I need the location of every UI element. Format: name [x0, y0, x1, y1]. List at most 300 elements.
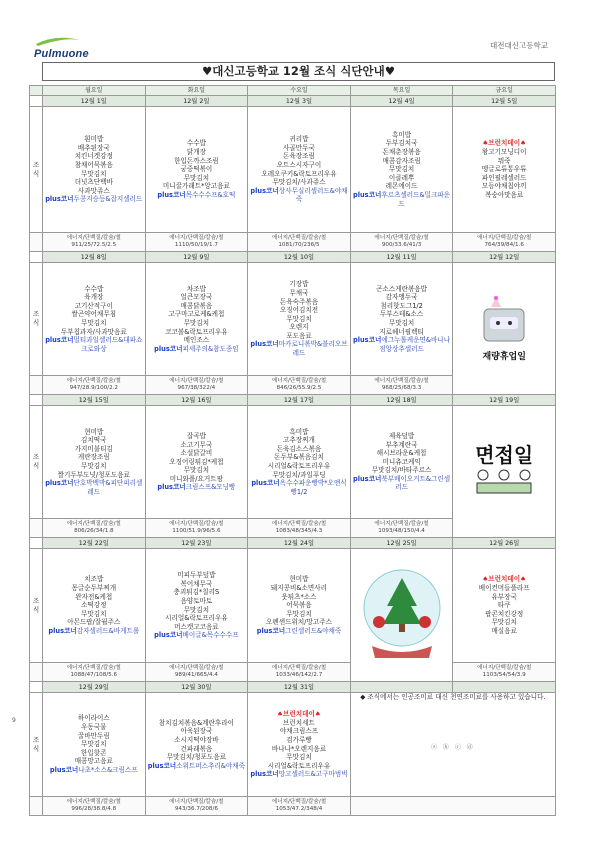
- day-menu-cell: [453, 263, 556, 395]
- day-menu-cell: [453, 406, 556, 538]
- plus-corner-label: plus코너: [256, 626, 286, 635]
- nutrition-label: 에너지/단백질/칼슘/철: [169, 378, 224, 384]
- nutrition-values: 1088/47/108/5.6: [70, 672, 118, 678]
- nutrition-cell: [248, 376, 351, 395]
- menu-item: 기장밥: [289, 280, 309, 289]
- menu-item: 충괴튀김*칠리S: [173, 588, 220, 597]
- day-menu-cell: [145, 107, 248, 233]
- day-menu-cell: [248, 549, 351, 663]
- menu-item: 치조밥: [84, 575, 104, 584]
- day-menu-cell: [350, 406, 453, 519]
- meal-label: 조 식: [30, 693, 43, 797]
- date-cell: 12월 30일: [145, 682, 248, 693]
- menu-item: 배추된장국: [77, 143, 110, 152]
- plus-corner-menu: 그린셀러드&야채죽: [285, 626, 342, 635]
- menu-item: 수수밥: [186, 139, 206, 148]
- menu-item: 파인필레셀러드: [481, 173, 527, 182]
- menu-item: 돈육숙주볶음: [279, 297, 319, 306]
- weekday-header: 금요일: [453, 86, 556, 96]
- menu-item: 우동국물: [81, 723, 107, 732]
- menu-item: 곤소스게란볶음밥: [376, 284, 428, 293]
- plus-corner-menu: 망고셀러드&고구마범벅: [278, 770, 348, 779]
- menu-row: [30, 107, 556, 233]
- date-row: [30, 96, 556, 107]
- date-cell: 12월 11일: [350, 252, 453, 263]
- weekday-header: 화요일: [145, 86, 248, 96]
- menu-item: 무맛김치: [286, 609, 312, 618]
- date-cell: 12월 5일: [453, 96, 556, 107]
- menu-item: 한입핫콘: [81, 748, 107, 757]
- menu-item: 돈육김소스볶음: [276, 444, 322, 453]
- nutrition-corner: [30, 519, 43, 538]
- menu-item: 오펜센드위치/망고주스: [266, 618, 332, 627]
- menu-item: 소설닭갈비: [180, 449, 213, 458]
- day-menu-cell: [43, 107, 146, 233]
- plus-corner-label: plus코너: [352, 190, 382, 199]
- menu-item: 하이라이스: [77, 714, 110, 723]
- menu-item: 무맛김치: [388, 319, 415, 327]
- plus-corner: [146, 631, 248, 640]
- menu-item: 뭐죽: [497, 156, 511, 165]
- date-cell: 12월 3일: [248, 96, 351, 107]
- nutrition-values: 968/25/68/3.3: [381, 385, 422, 391]
- menu-item: 시리얼&락토프리우유: [165, 614, 228, 623]
- weekday-header-row: [30, 86, 556, 96]
- nutrition-cell: [43, 519, 146, 538]
- nutrition-cell: [248, 663, 351, 682]
- plus-corner-label: plus코너: [250, 770, 279, 779]
- nutrition-values: 967/38/322/4: [177, 385, 216, 391]
- meal-label: 조 식: [30, 406, 43, 519]
- menu-item: 포도음료: [286, 331, 312, 340]
- plus-corner-label: plus코너: [250, 186, 279, 195]
- nutrition-cell: [453, 663, 556, 682]
- menu-item: 고추장찌개: [283, 436, 315, 445]
- brunch-day-badge: ♠브런치데이♠: [482, 575, 527, 584]
- nutrition-cell: [43, 663, 146, 682]
- menu-item: 돈채춘장볶음: [382, 148, 421, 157]
- date-cell: 12월 19일: [453, 395, 556, 406]
- nutrition-values: 947/28.9/100/2.2: [69, 385, 118, 391]
- menu-item: 복어채무국: [180, 579, 213, 588]
- day-menu-cell: [350, 549, 453, 682]
- date-row: [30, 538, 556, 549]
- nutrition-cell: [145, 376, 248, 395]
- plus-corner-menu: 북부배이오거트&그린셀러드: [381, 474, 451, 492]
- menu-item: 레몬에이드: [385, 182, 418, 191]
- menu-item: 소시지떡야장바: [174, 735, 219, 744]
- plus-corner-menu: 마카로니볶박&블리오브레드: [278, 340, 348, 358]
- menu-item: 현미밥: [289, 575, 309, 584]
- meal-label: 조 식: [30, 263, 43, 376]
- nutrition-label: 에너지/단백질/칼슘/철: [477, 665, 532, 671]
- nutrition-values: 911/25/72.5/2.5: [71, 242, 117, 248]
- menu-item: 타쿠: [497, 601, 511, 610]
- plus-corner-menu: 후르츠셀러드&밀크파운드: [381, 190, 451, 208]
- nutrition-values: 1081/70/236/5: [278, 242, 320, 248]
- menu-item: 매콤닭볶음: [180, 301, 213, 310]
- menu-item: 아욱된장국: [180, 727, 213, 736]
- day-menu-cell: [43, 406, 146, 519]
- menu-item: 게란장조림: [77, 453, 110, 462]
- menu-item: 한입돈까스조림: [174, 156, 219, 165]
- menu-item: 무맛김치/과일푸딩: [272, 470, 326, 479]
- menu-item: 유부장국: [491, 592, 517, 601]
- menu-item: 꿀바만두림: [77, 731, 110, 740]
- nutrition-values: 989/41/665/4.4: [174, 672, 218, 678]
- plus-corner-label: plus코너: [157, 190, 186, 199]
- plus-corner-label: plus코너: [154, 344, 183, 353]
- plus-corner-menu: 두콩지승등&잡지셀러드: [73, 195, 143, 204]
- menu-row: [30, 693, 556, 797]
- nutrition-cell: [453, 233, 556, 252]
- date-cell: 12월 29일: [43, 682, 146, 693]
- plus-corner-label: plus코너: [45, 479, 74, 488]
- nutrition-corner: [30, 663, 43, 682]
- menu-item: 무채국: [289, 288, 309, 297]
- menu-item: 두부칩과자/사과맛음료: [60, 327, 127, 336]
- menu-item: 모듬야채칩야끼: [481, 182, 527, 191]
- menu-item: 고구마고로케&케첩: [168, 310, 225, 319]
- nutrition-row: [30, 663, 556, 682]
- date-row: [30, 395, 556, 406]
- nutrition-values: 1083/48/345/4.3: [275, 528, 323, 534]
- school-tag: 대전대신고등학교: [490, 41, 548, 50]
- nutrition-cell: [145, 797, 248, 816]
- plus-corner-label: plus코너: [154, 631, 183, 640]
- nutrition-cell: [43, 797, 146, 816]
- nutrition-cell: [248, 233, 351, 252]
- interview-day-deco: 면접일: [475, 443, 534, 468]
- date-cell: 12월 17일: [248, 395, 351, 406]
- menu-item: 오렌지: [289, 323, 309, 332]
- menu-item: 무맛김치: [286, 753, 312, 762]
- menu-item: 미니꿀가래트*앙고음료: [162, 182, 230, 191]
- menu-item: 무맛김치/바타주르스: [371, 466, 432, 475]
- menu-item: 흑미밥: [392, 130, 412, 139]
- plus-corner-label: plus코너: [352, 474, 382, 483]
- date-cell: 12월 18일: [350, 395, 453, 406]
- nutrition-label: 에너지/단백질/칼슘/철: [66, 799, 121, 805]
- weekday-header: 수요일: [248, 86, 351, 96]
- date-cell: [350, 682, 453, 693]
- day-menu-cell: [453, 549, 556, 663]
- nutrition-values: 996/28/38.8/4.8: [71, 806, 117, 812]
- menu-table: [29, 85, 556, 816]
- plus-corner: [146, 345, 248, 354]
- robot-sticker-icon: [474, 295, 534, 350]
- date-cell: 12월 8일: [43, 252, 146, 263]
- menu-item: 궁중떡볶이: [180, 165, 213, 174]
- menu-item: 무맛김치: [81, 462, 107, 470]
- notice-spacer: [350, 797, 555, 816]
- day-menu-cell: [248, 107, 351, 233]
- menu-item: 몽글순두부찌개: [71, 584, 117, 593]
- nutrition-values: 764/39/84/1.6: [484, 242, 524, 248]
- plus-corner: [43, 479, 145, 496]
- nutrition-cell: [43, 376, 146, 395]
- nutrition-label: 에너지/단백질/칼슘/철: [169, 799, 224, 805]
- nutrition-values: 846/26/55.9/2.5: [276, 385, 322, 391]
- plus-corner: [146, 191, 248, 200]
- menu-item: 검가루빵: [286, 735, 312, 744]
- menu-item: 참채어묵볶음: [74, 160, 113, 169]
- nutrition-label: 에너지/단백질/칼슘/철: [66, 235, 121, 241]
- menu-item: 메인조스: [183, 336, 210, 345]
- menu-item: 매콤감자조림: [382, 156, 421, 165]
- menu-item: 돈두부&볶음김치: [274, 453, 324, 462]
- nutrition-values: 1053/47.2/348/4: [275, 806, 323, 812]
- menu-row: [30, 549, 556, 663]
- date-corner: [30, 96, 43, 107]
- date-cell: 12월 9일: [145, 252, 248, 263]
- menu-item: 복숭아맛음료: [485, 190, 524, 199]
- plus-corner: [351, 191, 453, 208]
- holiday-label: 재량휴업일: [482, 352, 526, 362]
- plus-corner: [43, 627, 145, 636]
- menu-item: 무맛김치: [81, 169, 107, 178]
- plus-corner-menu: 피세주의&참도종임: [182, 344, 239, 353]
- menu-item: 팝콘치킨강정: [485, 609, 524, 618]
- nutrition-label: 에너지/단백질/칼슘/철: [271, 378, 327, 384]
- menu-item: 차조밥: [186, 284, 206, 293]
- nutrition-row: [30, 233, 556, 252]
- menu-item: 오레오쿠키&락토프리우유: [261, 169, 337, 178]
- menu-item: 무맛김치: [183, 173, 210, 182]
- leaf-logo-icon: [34, 34, 96, 48]
- nutrition-label: 에너지/단백질/칼슘/철: [271, 799, 327, 805]
- plus-corner: [248, 770, 350, 779]
- weekday-header: 목요일: [350, 86, 453, 96]
- day-menu-cell: [43, 549, 146, 663]
- date-cell: 12월 25일: [350, 538, 453, 549]
- menu-item: 무맛김치: [81, 609, 107, 618]
- menu-item: 무맛김치: [183, 605, 210, 614]
- day-menu-cell: [248, 406, 351, 519]
- plus-corner-label: plus코너: [45, 195, 74, 204]
- nutrition-cell: [248, 519, 351, 538]
- nutrition-values: 1033/46/142/2.7: [275, 672, 323, 678]
- nutrition-values: 900/33.6/41/3: [381, 242, 422, 248]
- nutrition-cell: [145, 519, 248, 538]
- plus-corner: [351, 336, 453, 353]
- menu-item: 무맛김치: [183, 466, 210, 475]
- nutrition-label: 에너지/단백질/칼슘/철: [477, 235, 532, 241]
- menu-item: 현미밥: [84, 427, 104, 436]
- date-cell: 12월 22일: [43, 538, 146, 549]
- plus-corner-menu: 크림스프&모닝빵: [185, 483, 236, 492]
- menu-item: 무맛김치/청포도음료: [166, 753, 227, 762]
- plus-corner-menu: 베이글&목수수수프: [182, 631, 239, 640]
- plus-corner: [248, 627, 350, 636]
- menu-item: 지로헤너필렉티: [379, 327, 424, 336]
- notice-text: ◆ 조식에서는 인공조미료 대신 천연조미료를 사용하고 있습니다.: [360, 693, 546, 701]
- plus-corner-label: plus코너: [49, 765, 79, 774]
- date-corner: [30, 395, 43, 406]
- plus-corner-menu: 소위트퍼스추리&야채죽: [176, 761, 245, 770]
- date-row: [30, 682, 556, 693]
- menu-item: 머스캣고코음료: [174, 622, 219, 631]
- menu-item: 건파래볶음: [180, 744, 213, 753]
- menu-item: 어묵볶음: [286, 601, 312, 610]
- plus-corner-menu: 옥수수파운빵박*오앤식빵1/2: [279, 479, 347, 496]
- corner-cell: [30, 86, 43, 96]
- menu-item: 가지미불티김: [74, 444, 113, 453]
- date-cell: 12월 24일: [248, 538, 351, 549]
- menu-item: 짤기두부도넛/청포도음료: [57, 470, 130, 479]
- day-menu-cell: [350, 107, 453, 233]
- nutrition-values: 1103/54/54/3.9: [482, 672, 526, 678]
- nutrition-label: 에너지/단백질/칼슘/철: [169, 235, 224, 241]
- meal-label: 조 식: [30, 549, 43, 663]
- nutrition-values: 1100/51.9/96/5.6: [172, 528, 221, 534]
- menu-item: 시리얼&락토프리우유: [267, 462, 331, 470]
- menu-item: 김치떡국: [81, 436, 107, 445]
- date-cell: 12월 31일: [248, 682, 351, 693]
- plus-corner: [248, 340, 350, 357]
- nutrition-cell: [145, 233, 248, 252]
- page-number: 9: [12, 717, 16, 724]
- menu-item: 흰미밥: [84, 135, 104, 144]
- notice-marks: ⓐ ⓑ ⓒ ⓓ: [431, 743, 475, 751]
- plus-corner-label: plus코너: [45, 336, 74, 345]
- day-menu-cell: [350, 263, 453, 376]
- nutrition-label: 에너지/단백질/칼슘/철: [169, 521, 224, 527]
- plus-corner-label: plus코너: [157, 483, 186, 492]
- date-corner: [30, 252, 43, 263]
- nutrition-cell: [350, 519, 453, 538]
- menu-row: [30, 263, 556, 376]
- nutrition-label: 에너지/단백질/칼슘/철: [374, 521, 429, 527]
- day-menu-cell: [145, 693, 248, 797]
- menu-item: 사과맛쥬스: [77, 186, 110, 195]
- date-cell: 12월 1일: [43, 96, 146, 107]
- plus-corner-label: plus코너: [250, 340, 279, 349]
- menu-item: 더넛츠단백바: [74, 178, 113, 187]
- plus-corner-menu: 단호박백박&피단피리셀레드: [73, 479, 143, 496]
- day-menu-cell: [145, 263, 248, 376]
- menu-item: 무맛김치: [81, 740, 107, 749]
- menu-item: 아몬드팝/잘월주스: [67, 618, 121, 627]
- day-menu-cell: [145, 406, 248, 519]
- plus-corner: [43, 336, 145, 353]
- plus-corner-menu: 에그누톨케운면&바나나점앙상추셀러드: [379, 336, 451, 353]
- meal-label: 조 식: [30, 107, 43, 233]
- menu-item: 해시브라운&케첩: [376, 449, 427, 458]
- menu-item: 잡곡밥: [186, 431, 206, 440]
- menu-item: 돈육장조림: [283, 152, 315, 161]
- menu-row: [30, 406, 556, 519]
- nutrition-corner: [30, 376, 43, 395]
- menu-item: 오징어김치전: [279, 306, 319, 315]
- christmas-snowglobe-icon: [357, 566, 447, 661]
- menu-item: 이클레뿌: [388, 173, 415, 182]
- menu-item: 매실음료: [491, 626, 517, 635]
- menu-item: 첨리핫도그1/2: [380, 301, 423, 310]
- nutrition-row: [30, 797, 556, 816]
- menu-item: 무맛김치: [491, 618, 517, 627]
- menu-item: 맹글로튜통우튜: [481, 165, 527, 174]
- plus-corner-menu: 멀티과일셀러드&대파쇼크로와상: [73, 336, 143, 353]
- date-cell: 12월 15일: [43, 395, 146, 406]
- menu-item: 두부김치국: [385, 139, 418, 148]
- menu-item: 오트스시자구이: [276, 160, 322, 169]
- date-cell: 12월 2일: [145, 96, 248, 107]
- plus-corner-menu: 목수수수프&호떡: [185, 190, 236, 199]
- menu-item: 소떡강정: [81, 601, 107, 610]
- nutrition-cell: [248, 797, 351, 816]
- day-menu-cell: [248, 263, 351, 376]
- menu-item: 오징어링튀김*케첩: [169, 457, 224, 466]
- menu-item: 미니츄코케익: [382, 457, 421, 466]
- menu-item: 흑미밥: [289, 427, 309, 436]
- nutrition-cell: [145, 663, 248, 682]
- nutrition-values: 1093/48/150/4.4: [378, 528, 425, 534]
- date-cell: [453, 682, 556, 693]
- brunch-day-badge: ♠브런치데이♠: [482, 139, 527, 148]
- menu-item: 소고기무국: [180, 440, 213, 449]
- date-cell: 12월 23일: [145, 538, 248, 549]
- nutrition-label: 에너지/단백질/칼슘/철: [374, 378, 429, 384]
- weekday-header: 월요일: [43, 86, 146, 96]
- day-menu-cell: [145, 549, 248, 663]
- menu-item: 매콤망고음료: [74, 757, 113, 766]
- nutrition-values: 806/26/34/1.8: [74, 528, 114, 534]
- date-cell: 12월 12일: [453, 252, 556, 263]
- menu-item: 귀리밥: [289, 135, 309, 144]
- menu-item: 감자앵두국: [385, 293, 418, 302]
- menu-item: 웃튀츠*소스: [281, 592, 317, 601]
- menu-item: 제육덮밥: [388, 431, 415, 440]
- plus-corner: [43, 766, 145, 775]
- day-menu-cell: [248, 693, 351, 797]
- menu-item: 사골만두국: [283, 143, 315, 152]
- page-title: ♥대신고등학교 12월 조식 식단안내♥: [42, 62, 555, 81]
- nutrition-cell: [350, 376, 453, 395]
- menu-item: 고기산적구이: [74, 301, 113, 310]
- plus-corner: [248, 479, 350, 496]
- menu-item: 수수밥: [84, 284, 104, 293]
- plus-corner: [248, 187, 350, 204]
- date-cell: 12월 10일: [248, 252, 351, 263]
- date-corner: [30, 538, 43, 549]
- plus-corner-label: plus코너: [147, 761, 177, 770]
- nutrition-label: 에너지/단백질/칼슘/철: [271, 521, 327, 527]
- nutrition-values: 943/36.7/208/6: [174, 806, 218, 812]
- menu-item: 무맛김치: [286, 314, 312, 323]
- menu-item: 두부스테&소스: [379, 310, 424, 319]
- plus-corner-menu: 감자셀러드&바게트롤: [76, 626, 140, 635]
- date-row: [30, 252, 556, 263]
- plus-corner-menu: 나초*소스&크림스프: [78, 765, 138, 774]
- plus-corner: [43, 195, 145, 204]
- nutrition-label: 에너지/단백질/칼슘/철: [66, 521, 121, 527]
- nutrition-label: 에너지/단백질/칼슘/철: [271, 235, 327, 241]
- menu-item: 바나나*오렌지음료: [271, 744, 327, 753]
- plus-corner-label: plus코너: [251, 479, 280, 488]
- date-cell: 12월 4일: [350, 96, 453, 107]
- pulmuone-logo: [34, 34, 94, 60]
- menu-item: 음양토마토: [180, 596, 213, 605]
- plus-corner-label: plus코너: [352, 336, 382, 345]
- menu-item: 쌀곤약어채무침: [71, 310, 117, 319]
- brunch-day-badge: ♠브런치데이♠: [277, 710, 321, 719]
- plus-corner: [146, 762, 248, 771]
- logo-text: Pulmuone: [34, 48, 89, 60]
- day-menu-cell: [43, 693, 146, 797]
- people-illustration-icon: [469, 467, 539, 497]
- nutrition-label: 에너지/단백질/칼슘/철: [66, 665, 121, 671]
